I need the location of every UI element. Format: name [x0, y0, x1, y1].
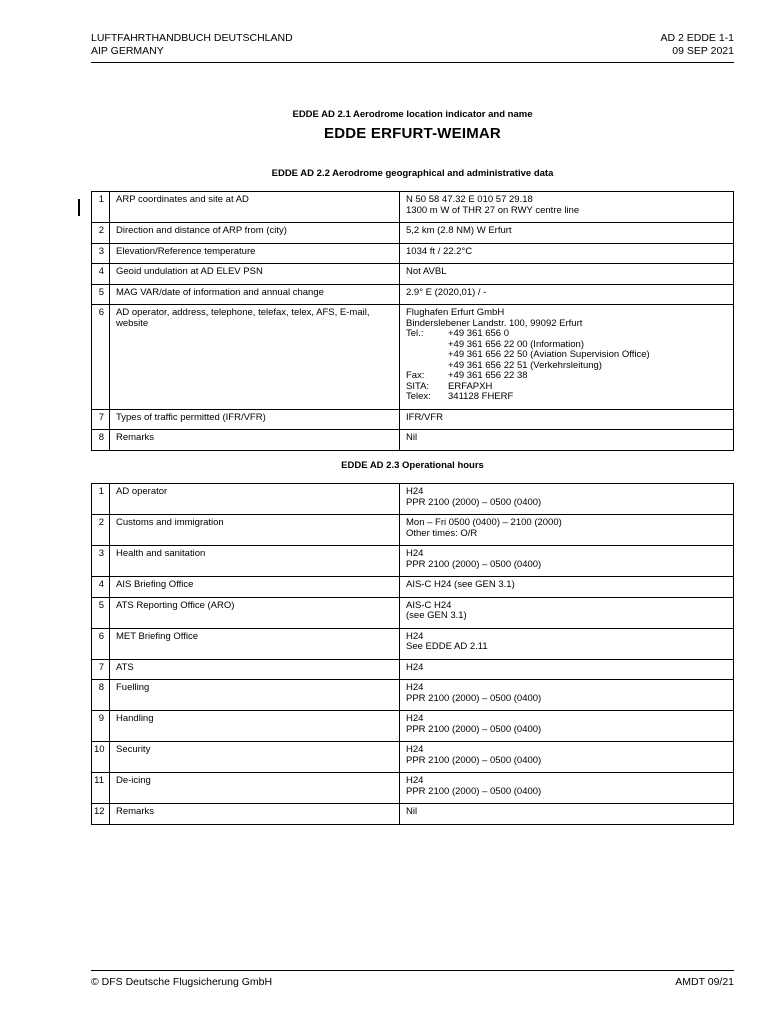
row-number: 7	[92, 409, 110, 430]
sita-value: ERFAPXH	[448, 380, 493, 392]
fax-label: Fax:	[406, 370, 425, 381]
row-number: 1	[92, 192, 110, 223]
copyright: © DFS Deutsche Flugsicherung GmbH	[91, 976, 273, 988]
row-value: 5,2 km (2.8 NM) W Erfurt	[400, 223, 734, 244]
table-row	[92, 546, 734, 577]
row-number: 2	[92, 223, 110, 244]
row-value: H24 PPR 2100 (2000) – 0500 (0400)	[400, 742, 734, 773]
table-row	[92, 192, 734, 223]
header-left	[91, 32, 293, 58]
telex-row	[406, 392, 727, 403]
table-row	[92, 742, 734, 773]
table-row	[92, 484, 734, 515]
phone-row	[406, 350, 727, 361]
publication-title: LUFTFAHRTHANDBUCH DEUTSCHLAND	[91, 32, 293, 44]
fax-value: +49 361 656 22 38	[448, 370, 528, 381]
row-description: Security	[110, 742, 400, 773]
page-footer	[91, 970, 734, 988]
row-description: ARP coordinates and site at AD	[110, 192, 400, 223]
table-row	[92, 659, 734, 680]
phone-label	[406, 340, 448, 351]
row-value: Not AVBL	[400, 264, 734, 285]
row-description: MAG VAR/date of information and annual change	[110, 284, 400, 305]
row-value: 1034 ft / 22.2°C	[400, 243, 734, 264]
page-header	[91, 32, 734, 63]
row-value: H24	[400, 659, 734, 680]
row-number: 8	[92, 680, 110, 711]
row-description: Direction and distance of ARP from (city)	[110, 223, 400, 244]
table-row	[92, 515, 734, 546]
row-description: Elevation/Reference temperature	[110, 243, 400, 264]
row-value: Mon – Fri 0500 (0400) – 2100 (2000) Other times: O/R	[400, 515, 734, 546]
section-22-title: EDDE AD 2.2 Aerodrome geographical and administrative data	[271, 168, 554, 179]
phone-number: +49 361 656 22 50 (Aviation Supervision Office)	[448, 349, 650, 360]
row-number: 3	[92, 243, 110, 264]
fax-row	[406, 371, 727, 382]
phone-number: +49 361 656 22 00 (Information)	[448, 338, 584, 350]
table-row	[92, 577, 734, 598]
row-value: AIS-C H24 (see GEN 3.1)	[400, 577, 734, 598]
row-description: De-icing	[110, 773, 400, 804]
row-description: Types of traffic permitted (IFR/VFR)	[110, 409, 400, 430]
row-value: H24 PPR 2100 (2000) – 0500 (0400)	[400, 680, 734, 711]
row-value: H24 PPR 2100 (2000) – 0500 (0400)	[400, 711, 734, 742]
table-row	[92, 711, 734, 742]
row-value: IFR/VFR	[400, 409, 734, 430]
row-value: H24 PPR 2100 (2000) – 0500 (0400)	[400, 773, 734, 804]
row-number: 4	[92, 577, 110, 598]
table-row	[92, 284, 734, 305]
row-number: 12	[92, 804, 110, 825]
row-number: 11	[92, 773, 110, 804]
phone-number: +49 361 656 22 51 (Verkehrsleitung)	[448, 359, 602, 371]
phone-row	[406, 329, 727, 340]
telex-label: Telex:	[406, 391, 431, 402]
row-value: Nil	[400, 804, 734, 825]
row-value: N 50 58 47.32 E 010 57 29.18 1300 m W of THR 27 on RWY centre line	[400, 192, 734, 223]
row-description: ATS Reporting Office (ARO)	[110, 597, 400, 628]
table-row	[92, 243, 734, 264]
row-description: MET Briefing Office	[110, 628, 400, 659]
phone-number: +49 361 656 0	[448, 328, 510, 339]
table-row	[92, 773, 734, 804]
row-value: H24 PPR 2100 (2000) – 0500 (0400)	[400, 546, 734, 577]
table-row	[92, 223, 734, 244]
row-description: ATS	[110, 659, 400, 680]
row-number: 2	[92, 515, 110, 546]
operational-hours-table	[91, 483, 734, 825]
row-description: AIS Briefing Office	[110, 577, 400, 598]
table-row	[92, 628, 734, 659]
table-row	[92, 680, 734, 711]
phone-label: Tel.:	[406, 328, 424, 339]
row-number: 1	[92, 484, 110, 515]
table-row	[92, 305, 734, 410]
publication-subtitle: AIP GERMANY	[91, 45, 164, 57]
row-description: Handling	[110, 711, 400, 742]
row-description: Fuelling	[110, 680, 400, 711]
operator-address: Binderslebener Landstr. 100, 99092 Erfurt	[406, 317, 583, 329]
row-number: 6	[92, 628, 110, 659]
row-number: 4	[92, 264, 110, 285]
row-number: 6	[92, 305, 110, 410]
table-row	[92, 430, 734, 451]
row-number: 5	[92, 597, 110, 628]
row-number: 5	[92, 284, 110, 305]
row-description: AD operator, address, telephone, telefax, telex, AFS, E-mail, website	[110, 305, 400, 410]
row-description: AD operator	[110, 484, 400, 515]
aerodrome-name: EDDE ERFURT-WEIMAR	[324, 125, 501, 142]
row-description: Remarks	[110, 430, 400, 451]
effective-date: 09 SEP 2021	[672, 45, 734, 57]
row-number: 3	[92, 546, 110, 577]
change-bar	[78, 199, 80, 216]
table-row	[92, 409, 734, 430]
operator-details	[400, 305, 734, 410]
row-description: Health and sanitation	[110, 546, 400, 577]
section-21-title: EDDE AD 2.1 Aerodrome location indicator and name	[292, 109, 533, 120]
row-number: 8	[92, 430, 110, 451]
row-number: 9	[92, 711, 110, 742]
row-value: Nil	[400, 430, 734, 451]
section-23-title: EDDE AD 2.3 Operational hours	[341, 460, 484, 471]
amendment-number: AMDT 09/21	[675, 976, 734, 988]
row-value: H24 See EDDE AD 2.11	[400, 628, 734, 659]
phone-label	[406, 350, 448, 361]
page-reference: AD 2 EDDE 1-1	[660, 32, 734, 44]
table-row	[92, 597, 734, 628]
row-description: Customs and immigration	[110, 515, 400, 546]
table-row	[92, 264, 734, 285]
row-value: AIS-C H24 (see GEN 3.1)	[400, 597, 734, 628]
row-value: 2.9° E (2020,01) / -	[400, 284, 734, 305]
table-row	[92, 804, 734, 825]
row-number: 7	[92, 659, 110, 680]
geo-admin-table	[91, 191, 734, 451]
row-description: Remarks	[110, 804, 400, 825]
row-number: 10	[92, 742, 110, 773]
header-right	[660, 32, 734, 58]
sita-label: SITA:	[406, 380, 430, 392]
row-description: Geoid undulation at AD ELEV PSN	[110, 264, 400, 285]
row-value: H24 PPR 2100 (2000) – 0500 (0400)	[400, 484, 734, 515]
telex-value: 341128 FHERF	[448, 391, 514, 402]
operator-name: Flughafen Erfurt GmbH	[406, 307, 505, 318]
